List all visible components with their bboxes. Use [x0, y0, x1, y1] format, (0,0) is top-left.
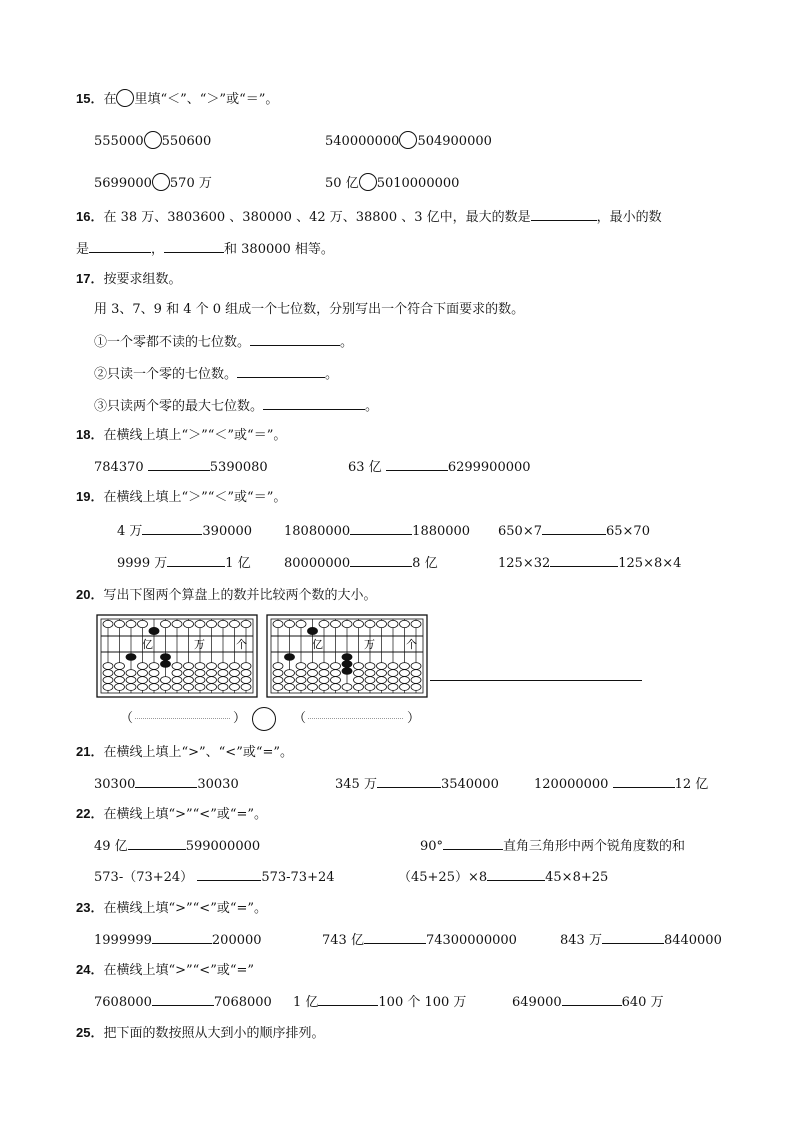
- abacus-bead: [184, 663, 194, 670]
- abacus-bead: [411, 620, 421, 627]
- abacus-bead: [207, 670, 217, 677]
- abacus-bead: [296, 684, 306, 691]
- answer-blank[interactable]: [167, 554, 225, 567]
- circle-blank[interactable]: [359, 173, 377, 191]
- abacus-bead: [342, 654, 352, 661]
- abacus-label: 个: [406, 638, 417, 651]
- abacus-bead: [207, 684, 217, 691]
- abacus-bead: [365, 663, 375, 670]
- abacus-bead: [308, 627, 318, 634]
- answer-blank[interactable]: [89, 240, 151, 253]
- q15-title: 15．在 里填“＜”、“＞”或“＝”。: [76, 91, 279, 107]
- answer-blank[interactable]: [148, 458, 210, 471]
- q19-title: 19．在横线上填上“＞”“＜”或“＝”。: [76, 489, 287, 505]
- circle-blank[interactable]: [116, 89, 134, 107]
- q16-line-2: 是 ， 和 380000 相等。: [76, 242, 334, 257]
- q16-line-1: 16．在 38 万、3803600 、380000 、42 万、38800 、3 亿中，最大的数是 ，最小的数: [76, 209, 662, 225]
- abacus-bead: [138, 620, 148, 627]
- abacus-bead: [273, 620, 283, 627]
- abacus-bead: [411, 677, 421, 684]
- abacus-bead: [308, 684, 318, 691]
- q21-item: 120000000 12 亿: [534, 777, 709, 792]
- abacus-bead: [103, 677, 113, 684]
- q25-title: 25．把下面的数按照从大到小的顺序排列。: [76, 1025, 325, 1041]
- abacus-bead: [377, 663, 387, 670]
- circle-blank[interactable]: [144, 131, 162, 149]
- abacus-bead: [207, 663, 217, 670]
- abacus-bead: [319, 620, 329, 627]
- abacus-bead: [319, 670, 329, 677]
- answer-blank[interactable]: [562, 993, 622, 1006]
- abacus-bead: [285, 684, 295, 691]
- abacus-bead: [218, 677, 228, 684]
- q19-item: 18080000 1880000: [284, 524, 471, 539]
- abacus-bead: [149, 627, 159, 634]
- answer-blank[interactable]: [152, 931, 212, 944]
- abacus-bead: [388, 670, 398, 677]
- q22-item: （45+25）×8 45×8+25: [398, 870, 609, 885]
- abacus-bead: [331, 677, 341, 684]
- paren-right-close: ）: [407, 711, 421, 726]
- abacus-bead: [230, 670, 240, 677]
- abacus-bead: [331, 663, 341, 670]
- answer-blank[interactable]: [135, 775, 197, 788]
- answer-blank[interactable]: [377, 775, 441, 788]
- abacus-bead: [331, 670, 341, 677]
- abacus-bead: [115, 620, 125, 627]
- answer-blank[interactable]: [263, 397, 365, 410]
- abacus-left: [96, 614, 258, 698]
- abacus-bead: [377, 670, 387, 677]
- abacus-bead: [296, 677, 306, 684]
- abacus-bead: [319, 663, 329, 670]
- abacus-bead: [230, 620, 240, 627]
- answer-blank[interactable]: [128, 837, 186, 850]
- abacus-bead: [230, 677, 240, 684]
- q15-item-3: 5699000 570 万: [94, 173, 212, 192]
- answer-blank[interactable]: [602, 931, 664, 944]
- abacus-bead: [161, 684, 171, 691]
- abacus-bead: [400, 663, 410, 670]
- abacus-bead: [115, 663, 125, 670]
- abacus-bead: [331, 684, 341, 691]
- answer-blank[interactable]: [318, 993, 378, 1006]
- abacus-bead: [400, 670, 410, 677]
- q22-title: 22．在横线上填“>”“<”或“=”。: [76, 806, 268, 822]
- abacus-bead: [126, 684, 136, 691]
- abacus-bead: [308, 663, 318, 670]
- abacus-bead: [365, 670, 375, 677]
- abacus-label: 个: [236, 638, 247, 651]
- abacus-bead: [161, 661, 171, 668]
- abacus-bead: [400, 684, 410, 691]
- abacus-bead: [273, 677, 283, 684]
- q21-item: 345 万 3540000: [335, 777, 499, 792]
- abacus-bead: [365, 620, 375, 627]
- abacus-bead: [138, 677, 148, 684]
- paren-left-open: （: [120, 711, 134, 726]
- q18-item-1: 784370 5390080: [94, 460, 268, 475]
- q19-item: 4 万 390000: [117, 524, 253, 539]
- abacus-bead: [285, 677, 295, 684]
- abacus-bead: [149, 663, 159, 670]
- abacus-bead: [365, 677, 375, 684]
- q21-title: 21．在横线上填上“>”、“<”或“=”。: [76, 744, 294, 760]
- right-answer-blank[interactable]: [308, 718, 403, 719]
- abacus-bead: [115, 670, 125, 677]
- abacus-bead: [377, 684, 387, 691]
- compare-circle[interactable]: [252, 707, 276, 731]
- abacus-bead: [296, 620, 306, 627]
- q19-item: 125×32 125×8×4: [498, 556, 682, 571]
- abacus-label: 亿: [142, 638, 153, 651]
- abacus-bead: [195, 677, 205, 684]
- abacus-bead: [354, 620, 364, 627]
- abacus-bead: [354, 670, 364, 677]
- q15-item-2: 540000000 504900000: [325, 131, 492, 150]
- q21-item: 30300 30030: [94, 777, 239, 792]
- abacus-bead: [354, 663, 364, 670]
- abacus-bead: [273, 670, 283, 677]
- abacus-bead: [331, 620, 341, 627]
- abacus-bead: [126, 670, 136, 677]
- abacus-bead: [218, 684, 228, 691]
- abacus-bead: [184, 684, 194, 691]
- answer-blank[interactable]: [350, 554, 412, 567]
- answer-blank[interactable]: [613, 775, 675, 788]
- abacus-bead: [411, 684, 421, 691]
- abacus-bead: [195, 620, 205, 627]
- q22-item: 90° 直角三角形中两个锐角度数的和: [420, 839, 686, 854]
- q19-item: 9999 万 1 亿: [117, 556, 251, 571]
- abacus-bead: [207, 677, 217, 684]
- abacus-bead: [195, 684, 205, 691]
- abacus-bead: [342, 661, 352, 668]
- circle-blank[interactable]: [399, 131, 417, 149]
- q15-item-4: 50 亿 5010000000: [325, 173, 459, 192]
- abacus-bead: [161, 677, 171, 684]
- answer-blank[interactable]: [364, 931, 426, 944]
- abacus-bead: [308, 670, 318, 677]
- q17-item-3: ③只读两个零的最大七位数。 。: [94, 399, 379, 414]
- paren-left-close: ）: [233, 711, 247, 726]
- abacus-bead: [161, 654, 171, 661]
- q18-item-2: 63 亿 6299900000: [348, 460, 531, 475]
- abacus-bead: [184, 670, 194, 677]
- abacus-bead: [126, 654, 136, 661]
- abacus-bead: [285, 620, 295, 627]
- abacus-bead: [115, 684, 125, 691]
- answer-blank[interactable]: [550, 554, 618, 567]
- abacus-bead: [172, 684, 182, 691]
- answer-blank[interactable]: [142, 522, 202, 535]
- abacus-bead: [377, 677, 387, 684]
- abacus-bead: [103, 670, 113, 677]
- comparison-answer-line[interactable]: [430, 680, 642, 681]
- abacus-bead: [241, 620, 251, 627]
- abacus-bead: [296, 663, 306, 670]
- left-answer-blank[interactable]: [135, 718, 230, 719]
- abacus-bead: [354, 677, 364, 684]
- abacus-bead: [411, 663, 421, 670]
- abacus-bead: [138, 670, 148, 677]
- q23-item: 1999999 200000: [94, 933, 262, 948]
- abacus-bead: [400, 620, 410, 627]
- abacus-bead: [149, 670, 159, 677]
- q17-item-2: ②只读一个零的七位数。 。: [94, 367, 339, 382]
- abacus-bead: [103, 663, 113, 670]
- abacus-bead: [285, 654, 295, 661]
- q24-item: 649000 640 万: [512, 995, 664, 1010]
- abacus-right: [266, 614, 428, 698]
- q22-item: 49 亿 599000000: [94, 839, 261, 854]
- abacus-bead: [230, 684, 240, 691]
- answer-blank[interactable]: [152, 993, 214, 1006]
- abacus-bead: [207, 620, 217, 627]
- abacus-bead: [138, 663, 148, 670]
- answer-blank[interactable]: [531, 208, 597, 221]
- abacus-bead: [103, 684, 113, 691]
- abacus-label: 亿: [312, 638, 323, 651]
- q18-title: 18．在横线上填上“＞”“＜”或“＝”。: [76, 427, 287, 443]
- abacus-bead: [149, 684, 159, 691]
- abacus-bead: [115, 677, 125, 684]
- abacus-bead: [388, 677, 398, 684]
- q17-intro: 用 3、7、9 和 4 个 0 组成一个七位数，分别写出一个符合下面要求的数。: [94, 302, 525, 317]
- q23-title: 23．在横线上填“>”“<”或“=”。: [76, 900, 268, 916]
- abacus-bead: [377, 620, 387, 627]
- abacus-bead: [126, 620, 136, 627]
- abacus-bead: [172, 663, 182, 670]
- abacus-bead: [218, 663, 228, 670]
- abacus-bead: [342, 620, 352, 627]
- abacus-bead: [126, 677, 136, 684]
- paren-right-open: （: [293, 711, 307, 726]
- abacus-bead: [241, 663, 251, 670]
- abacus-bead: [285, 670, 295, 677]
- abacus-bead: [296, 670, 306, 677]
- answer-blank[interactable]: [164, 240, 224, 253]
- abacus-bead: [172, 677, 182, 684]
- answer-blank[interactable]: [197, 868, 261, 881]
- answer-blank[interactable]: [250, 333, 340, 346]
- abacus-bead: [138, 684, 148, 691]
- abacus-bead: [184, 620, 194, 627]
- answer-blank[interactable]: [542, 522, 606, 535]
- abacus-bead: [411, 670, 421, 677]
- abacus-bead: [172, 670, 182, 677]
- abacus-bead: [388, 620, 398, 627]
- abacus-bead: [103, 620, 113, 627]
- abacus-bead: [172, 620, 182, 627]
- q24-title: 24．在横线上填“>”“<”或“=”: [76, 962, 255, 978]
- abacus-bead: [400, 677, 410, 684]
- q17-item-1: ①一个零都不读的七位数。 。: [94, 335, 354, 350]
- abacus-bead: [241, 670, 251, 677]
- q19-item: 650×7 65×70: [498, 524, 650, 539]
- abacus-bead: [365, 684, 375, 691]
- abacus-bead: [388, 684, 398, 691]
- abacus-bead: [195, 670, 205, 677]
- abacus-bead: [308, 677, 318, 684]
- abacus-bead: [218, 670, 228, 677]
- q19-item: 80000000 8 亿: [284, 556, 438, 571]
- answer-blank[interactable]: [350, 522, 412, 535]
- q17-title: 17．按要求组数。: [76, 271, 182, 287]
- abacus-bead: [161, 620, 171, 627]
- answer-blank[interactable]: [386, 458, 448, 471]
- abacus-bead: [319, 677, 329, 684]
- q20-title: 20．写出下图两个算盘上的数并比较两个数的大小。: [76, 587, 377, 603]
- answer-blank[interactable]: [443, 837, 503, 850]
- q23-item: 843 万 8440000: [560, 933, 722, 948]
- abacus-bead: [388, 663, 398, 670]
- circle-blank[interactable]: [152, 173, 170, 191]
- answer-blank[interactable]: [237, 365, 325, 378]
- abacus-bead: [184, 677, 194, 684]
- abacus-label: 万: [364, 638, 375, 651]
- q15-item-1: 555000 550600: [94, 131, 211, 150]
- abacus-bead: [241, 684, 251, 691]
- q24-item: 1 亿 100 个 100 万: [293, 995, 467, 1010]
- q23-item: 743 亿 74300000000: [322, 933, 517, 948]
- abacus-bead: [342, 668, 352, 675]
- abacus-bead: [241, 677, 251, 684]
- abacus-bead: [149, 677, 159, 684]
- abacus-bead: [195, 663, 205, 670]
- abacus-bead: [218, 620, 228, 627]
- abacus-bead: [230, 663, 240, 670]
- abacus-bead: [273, 684, 283, 691]
- answer-blank[interactable]: [487, 868, 545, 881]
- q24-item: 7608000 7068000: [94, 995, 272, 1010]
- q22-item: 573-（73+24） 573-73+24: [94, 870, 335, 885]
- abacus-bead: [273, 663, 283, 670]
- abacus-bead: [342, 684, 352, 691]
- abacus-label: 万: [194, 638, 205, 651]
- abacus-bead: [319, 684, 329, 691]
- abacus-bead: [354, 684, 364, 691]
